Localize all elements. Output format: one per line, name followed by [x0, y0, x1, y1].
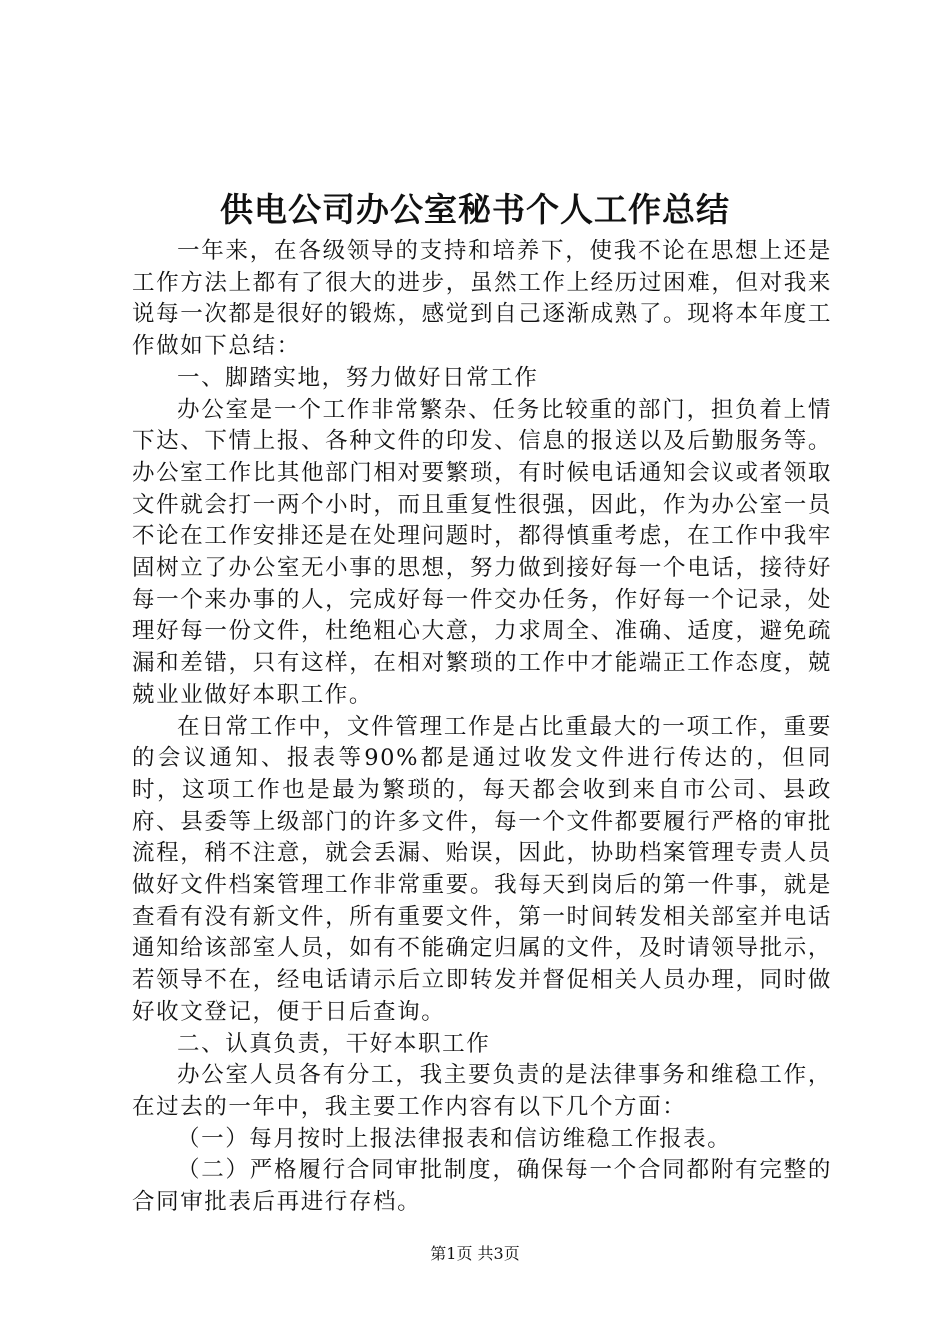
paragraph-responsibilities: 办公室人员各有分工，我主要负责的是法律事务和维稳工作，在过去的一年中，我主要工作内容有以下几个方面： — [132, 1062, 832, 1120]
section-heading-2: 二、认真负责，干好本职工作 — [177, 1030, 491, 1057]
document-body — [132, 236, 832, 1219]
paragraph-file-management: 在日常工作中，文件管理工作是占比重最大的一项工作，重要的会议通知、报表等90%都是通过收发文件进行传达的，但同时，这项工作也是最为繁琐的，每天都会收到来自市公司、县政府、县委等上级部门的许多文件，每一个文件都要履行严格的审批流程，稍不注意，就会丢漏、贻误，因此，协助档案管理专责人员做好文件档案管理工作非常重要。我每天到岗后的第一件事，就是查看有没有新文件，所有重要文件，第一时间转发相关部室并电话通知给该部室人员，如有不能确定归属的文件，及时请领导批示，若领导不在，经电话请示后立即转发并督促相关人员办理，同时做好收文登记，便于日后查询。 — [132, 713, 832, 1025]
section-heading-1: 一、脚踏实地，努力做好日常工作 — [177, 364, 539, 391]
paragraph-office-duties: 办公室是一个工作非常繁杂、任务比较重的部门，担负着上情下达、下情上报、各种文件的印发、信息的报送以及后勤服务等。办公室工作比其他部门相对要繁琐，有时候电话通知会议或者领取文件就会打一两个小时，而且重复性很强，因此，作为办公室一员不论在工作安排还是在处理问题时，都得慎重考虑，在工作中我牢固树立了办公室无小事的思想，努力做到接好每一个电话，接待好每一个来办事的人，完成好每一件交办任务，作好每一个记录，处理好每一份文件，杜绝粗心大意，力求周全、准确、适度，避免疏漏和差错，只有这样，在相对繁琐的工作中才能端正工作态度，兢兢业业做好本职工作。 — [132, 396, 832, 708]
paragraph-intro: 一年来，在各级领导的支持和培养下，使我不论在思想上还是工作方法上都有了很大的进步，虽然工作上经历过困难，但对我来说每一次都是很好的锻炼，感觉到自己逐渐成熟了。现将本年度工作做如下总结： — [132, 238, 832, 360]
list-item-2: （二）严格履行合同审批制度，确保每一个合同都附有完整的合同审批表后再进行存档。 — [132, 1157, 832, 1216]
list-item-1: （一）每月按时上报法律报表和信访维稳工作报表。 — [177, 1125, 732, 1152]
document-title: 供电公司办公室秘书个人工作总结 — [220, 190, 730, 229]
page-footer: 第1页 共3页 — [430, 1244, 520, 1263]
